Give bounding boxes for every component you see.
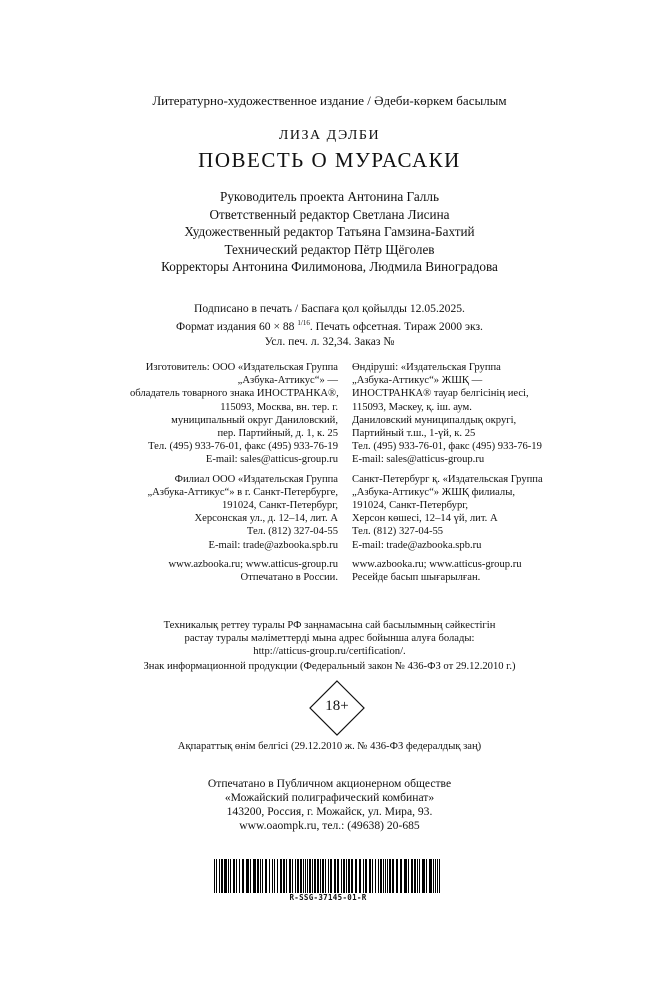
barcode-bar <box>300 859 302 893</box>
barcode-bar <box>314 859 316 893</box>
barcode-bar <box>439 859 440 893</box>
manufacturer-line: Тел. (495) 933-76-01, факс (495) 933-76-19 <box>148 441 338 453</box>
barcode-bar <box>369 859 371 893</box>
branch-line: „Азбука-Аттикус“» в г. Санкт-Петербурге, <box>147 486 338 498</box>
manufacturer-line: пер. Партийный, д. 1, к. 25 <box>217 428 338 440</box>
barcode-bar <box>309 859 311 893</box>
author-name: ЛИЗА ДЭЛБИ <box>278 128 381 143</box>
branch-line: Тел. (812) 327-04-55 <box>246 526 338 538</box>
branch-line: Херсонская ул., д. 12–14, лит. А <box>194 513 338 525</box>
barcode-bar <box>286 859 287 893</box>
barcode-bar <box>297 859 299 893</box>
barcode-bar <box>280 859 282 893</box>
barcode-bar <box>312 859 313 893</box>
barcode-bar <box>372 859 373 893</box>
printer-info <box>0 777 659 833</box>
tech-line: растау туралы мәліметтерді мына адрес бойынша алуға болады: <box>184 633 475 645</box>
credit-line: Корректоры Антонина Филимонова, Людмила Виноградова <box>161 259 498 274</box>
manufacturer-ru <box>130 361 338 584</box>
barcode-bar <box>289 859 291 893</box>
manufacturer-line: муниципальный округ Даниловский, <box>171 414 338 426</box>
credit-line: Ответственный редактор Светлана Лисина <box>209 206 450 222</box>
tech-line: Техникалық реттеу туралы РФ заңнамасына сай басылымның сәйкестігін <box>163 620 496 631</box>
barcode-bar <box>262 859 263 893</box>
barcode-bar <box>404 859 407 893</box>
branch-line: 191024, Санкт-Петербург, <box>221 500 338 512</box>
barcode-bar <box>433 859 434 893</box>
barcode-bar <box>363 859 364 893</box>
format-line: Формат издания 60 × 88 $^{1/16}$. Печать офсетная. Тираж 2000 экз. <box>176 319 483 334</box>
barcode-bar <box>274 859 275 893</box>
certification-link: http://atticus-group.ru/certification/. <box>253 646 406 658</box>
barcode-bar <box>414 859 416 893</box>
barcode-bar <box>216 859 217 893</box>
barcode-bar <box>378 859 379 893</box>
barcode-bar <box>219 859 220 893</box>
barcode-bar <box>422 859 425 893</box>
barcode-bar <box>351 859 353 893</box>
printer-line: www.oaompk.ru, тел.: (49638) 20-685 <box>239 819 420 832</box>
manufacturer-line: ИНОСТРАНКА® тауар белгісінің иесі, <box>352 388 529 400</box>
barcode-bar <box>242 859 244 893</box>
branch-line: 191024, Санкт-Петербург, <box>352 500 469 512</box>
manufacturer-line: „Азбука-Аттикус“» — <box>237 375 338 387</box>
barcode-bar <box>348 859 350 893</box>
barcode-bar <box>277 859 278 893</box>
barcode-bar <box>272 859 273 893</box>
barcode-bar <box>380 859 382 893</box>
info-product-sign: Знак информационной продукции (Федеральный закон № 436-ФЗ от 29.12.2010 г.) <box>143 661 516 672</box>
barcode-bar <box>400 859 402 893</box>
barcode-bar <box>365 859 367 893</box>
barcode-bar <box>383 859 384 893</box>
barcode-bar <box>239 859 240 893</box>
book-title: ПОВЕСТЬ О МУРАСАКИ <box>198 148 461 172</box>
barcode-bar <box>429 859 432 893</box>
age-rating-text: 18+ <box>325 698 349 714</box>
barcode-bar <box>375 859 376 893</box>
barcode-bar <box>253 859 256 893</box>
barcode-bar <box>269 859 270 893</box>
manufacturer-line: Даниловский муниципалдық округі, <box>352 414 517 426</box>
tech-regulation-note <box>0 619 659 659</box>
info-product-sign-kz: Ақпараттық өнім белгісі (29.12.2010 ж. № 436-ФЗ федералдық заң) <box>177 741 482 752</box>
barcode-bar <box>214 859 215 893</box>
barcode-bar <box>343 859 345 893</box>
branch-line: Херсон көшесі, 12–14 үй, лит. А <box>352 513 498 525</box>
barcode-bar <box>295 859 296 893</box>
website-line: www.azbooka.ru; www.atticus-group.ru <box>352 558 522 570</box>
barcode-bar <box>328 859 329 893</box>
barcode-bar <box>317 859 319 893</box>
barcode-bar <box>396 859 398 893</box>
barcode-bar <box>334 859 336 893</box>
barcode-bar <box>389 859 391 893</box>
barcode-bar <box>260 859 261 893</box>
barcode-bar <box>305 859 306 893</box>
manufacturer-line: Өндіруші: «Издательская Группа <box>352 362 501 373</box>
barcode-bar <box>419 859 420 893</box>
barcode-bar <box>307 859 308 893</box>
barcode-bar <box>325 859 326 893</box>
sheets-line: Усл. печ. л. 32,34. Заказ № <box>264 334 395 348</box>
barcode-bar <box>392 859 394 893</box>
barcode-bar <box>322 859 324 893</box>
branch-line: Тел. (812) 327-04-55 <box>352 526 444 538</box>
barcode-bar <box>265 859 267 893</box>
manufacturer-line: Партийный т.ш., 1-үй, к. 25 <box>352 428 476 440</box>
branch-line: E-mail: trade@azbooka.spb.ru <box>208 539 338 551</box>
credit-line: Руководитель проекта Антонина Галль <box>220 189 439 204</box>
barcode-bar <box>233 859 235 893</box>
barcode-bar <box>385 859 386 893</box>
barcode-bar <box>257 859 259 893</box>
barcode-bar <box>292 859 293 893</box>
manufacturer-line: Изготовитель: ООО «Издательская Группа <box>145 362 338 373</box>
edition-type: Литературно-художественное издание / Әдеби-көркем басылым <box>152 93 507 108</box>
credit-line: Художественный редактор Татьяна Гамзина-Бахтий <box>184 224 475 239</box>
barcode-bar <box>250 859 251 893</box>
barcode-bar <box>228 859 229 893</box>
barcode-bar <box>236 859 237 893</box>
barcode-bar <box>417 859 418 893</box>
manufacturer-line: Тел. (495) 933-76-01, факс (495) 933-76-19 <box>352 441 542 453</box>
barcode-bar <box>246 859 249 893</box>
barcode-bar <box>303 859 304 893</box>
printed-in-line: Ресейде басып шығарылған. <box>352 572 481 584</box>
barcode-bar <box>341 859 342 893</box>
barcode-bar <box>387 859 388 893</box>
print-info <box>0 302 659 349</box>
printer-line: 143200, Россия, г. Можайск, ул. Мира, 93. <box>226 805 433 818</box>
branch-line: „Азбука-Аттикус“» ЖШҚ филиалы, <box>352 486 515 498</box>
manufacturer-line: 115093, Москва, вн. тер. г. <box>220 401 338 413</box>
manufacturer-line: E-mail: sales@atticus-group.ru <box>352 454 485 466</box>
barcode <box>214 859 442 893</box>
age-rating-badge <box>309 680 365 736</box>
manufacturer-line: E-mail: sales@atticus-group.ru <box>205 454 338 466</box>
manufacturer-line: 115093, Мәскеу, қ. іш. аум. <box>352 401 472 413</box>
barcode-bar <box>230 859 231 893</box>
branch-line: Санкт-Петербург қ. «Издательская Группа <box>352 473 543 485</box>
credits-block <box>0 188 659 276</box>
signed-line: Подписано в печать / Баспаға қол қойылды 12.05.2025. <box>194 302 465 315</box>
barcode-bar <box>221 859 223 893</box>
branch-line: Филиал ООО «Издательская Группа <box>174 473 338 485</box>
printer-line: «Можайский полиграфический комбинат» <box>224 791 435 804</box>
barcode-bar <box>346 859 347 893</box>
barcode-bar <box>283 859 285 893</box>
barcode-bar <box>426 859 427 893</box>
barcode-bar <box>408 859 409 893</box>
barcode-bar <box>330 859 332 893</box>
credit-line: Технический редактор Пётр Щёголев <box>224 241 435 257</box>
barcode-bar <box>437 859 438 893</box>
barcode-bar <box>355 859 357 893</box>
barcode-bar <box>411 859 413 893</box>
printed-in-line: Отпечатано в России. <box>240 572 338 584</box>
barcode-text: R-SSG-37145-01-R <box>289 893 367 902</box>
barcode-bar <box>359 859 361 893</box>
branch-line: E-mail: trade@azbooka.spb.ru <box>352 539 482 551</box>
barcode-bar <box>224 859 227 893</box>
manufacturer-line: обладатель товарного знака ИНОСТРАНКА®, <box>130 388 339 400</box>
manufacturer-kz <box>352 361 562 584</box>
barcode-bar <box>435 859 436 893</box>
manufacturer-line: „Азбука-Аттикус“» ЖШҚ — <box>352 375 483 387</box>
printer-line: Отпечатано в Публичном акционерном обществе <box>207 777 452 790</box>
barcode-bar <box>320 859 321 893</box>
barcode-bar <box>337 859 339 893</box>
website-line: www.azbooka.ru; www.atticus-group.ru <box>168 558 338 570</box>
